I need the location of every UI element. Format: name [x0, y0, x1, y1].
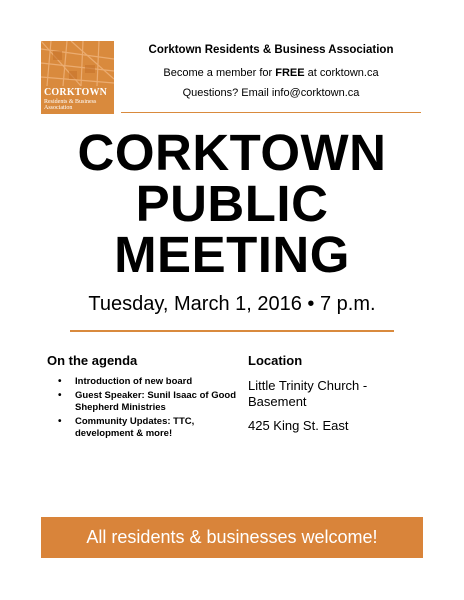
venue-address: 425 King St. East: [248, 418, 349, 433]
welcome-text: All residents & businesses welcome!: [86, 527, 378, 547]
list-item: • Introduction of new board: [58, 376, 243, 389]
membership-note: [121, 67, 421, 79]
membership-prefix: Become a member for: [163, 67, 276, 79]
headline-line2: PUBLIC: [135, 175, 329, 232]
venue-name-line2: Basement: [248, 394, 307, 409]
header-divider: [121, 112, 421, 113]
association-name: Corktown Residents & Business Association: [148, 44, 394, 56]
list-item: • Guest Speaker: Sunil Isaac of Good Shepherd Ministries: [58, 390, 243, 415]
venue-name-line1: Little Trinity Church -: [248, 378, 368, 393]
headline-line3: MEETING: [114, 226, 350, 283]
date-divider: [70, 330, 394, 332]
logo-subtitle-line2: Association: [44, 105, 73, 111]
association-logo: [41, 41, 114, 114]
logo-subtitle-line1: Residents & Business: [44, 99, 97, 105]
membership-suffix: at corktown.ca: [304, 67, 379, 79]
welcome-banner: [41, 517, 423, 558]
contact-email: Questions? Email info@corktown.ca: [182, 87, 360, 99]
logo-subtitle: [44, 99, 114, 111]
meeting-headline: [0, 124, 464, 283]
meeting-date-time: Tuesday, March 1, 2016 • 7 p.m.: [88, 293, 376, 315]
list-item: • Community Updates: TTC, development & more!: [58, 416, 243, 441]
headline-line1: CORKTOWN: [77, 124, 387, 181]
agenda-heading: On the agenda: [47, 353, 138, 368]
location-heading: Location: [248, 353, 303, 368]
membership-free: FREE: [275, 67, 305, 79]
logo-title: CORKTOWN: [44, 87, 108, 98]
agenda-list: [58, 376, 243, 442]
